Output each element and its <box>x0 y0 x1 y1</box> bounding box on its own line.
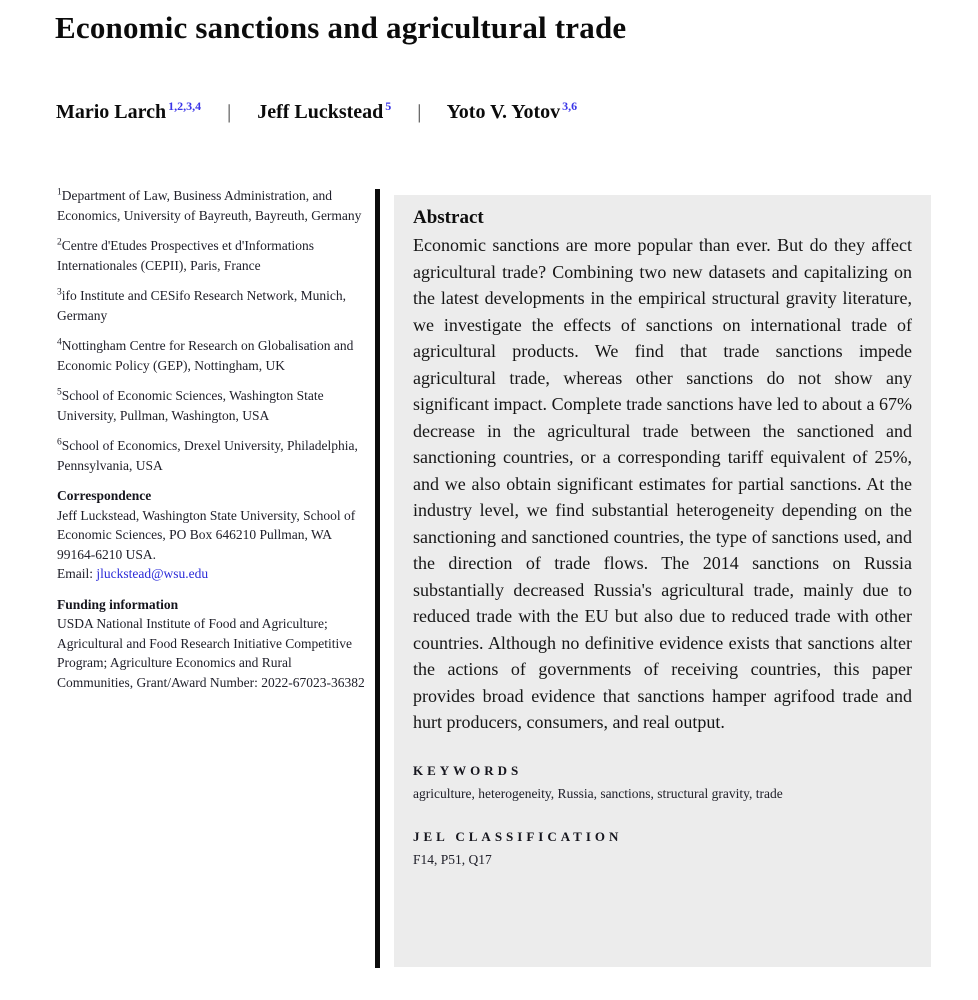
author-affiliation-sup[interactable]: 5 <box>385 99 392 113</box>
abstract-text: Economic sanctions are more popular than ever. But do they affect agricultural trade? Combining two new datasets and capitalizing on the latest developments in the empirical structural gravity literature, we investigate the effects of sanctions on international trade of agricultural products. We find that trade sanctions impede agricultural trade, whereas other sanctions do not show any significant impact. Complete trade sanctions have led to about a 67% decrease in the agricultural trade between the sanctioned and sanctioning countries, or a corresponding tariff equivalent of 25%, and we also obtain significant estimates for partial sanctions. At the industry level, we find substantial heterogeneity depending on the sanctioning and sanctioned countries, the type of sanctions used, and the direction of trade flows. The 2014 sanctions on Russia substantially decreased Russia's agricultural trade, mainly due to reduced trade with the EU but also due to reduced trade with other countries. Although no definitive evidence exists that sanctions alter the actions of governments of receiving countries, this paper provides broad evidence that sanctions hamper agrifood trade and hurt producers, consumers, and real output. <box>413 235 912 732</box>
affiliation-text: School of Economic Sciences, Washington State University, Pullman, Washington, USA <box>57 388 324 423</box>
author-2 <box>257 101 391 123</box>
abstract-panel <box>394 195 931 967</box>
author-line <box>56 99 577 124</box>
author-affiliation-sup[interactable]: 1,2,3,4 <box>168 99 202 113</box>
page-title: Economic sanctions and agricultural trade <box>55 10 627 45</box>
author-1 <box>56 101 201 123</box>
correspondence-heading: Correspondence <box>57 488 152 503</box>
email-link[interactable]: jluckstead@wsu.edu <box>96 566 209 581</box>
jel-classification-heading: JEL CLASSIFICATION <box>413 828 623 844</box>
affiliation-3 <box>57 286 367 325</box>
author-separator: | <box>227 100 232 123</box>
affiliation-sup: 2 <box>57 237 62 248</box>
author-3 <box>447 101 578 123</box>
author-affiliation-sup[interactable]: 3,6 <box>562 99 578 113</box>
affiliation-sup: 5 <box>57 387 62 398</box>
affiliation-sup: 4 <box>57 337 62 348</box>
affiliation-text: Department of Law, Business Administration, and Economics, University of Bayreuth, Bayreuth, Germany <box>57 188 362 223</box>
keywords-heading: KEYWORDS <box>413 762 523 778</box>
affiliation-text: School of Economics, Drexel University, Philadelphia, Pennsylvania, USA <box>57 438 358 473</box>
author-separator: | <box>417 100 422 123</box>
affiliation-text: Nottingham Centre for Research on Globalisation and Economic Policy (GEP), Nottingham, UK <box>57 338 354 373</box>
affiliation-4 <box>57 336 367 375</box>
affiliation-sup: 3 <box>57 287 62 298</box>
affiliation-2 <box>57 236 367 275</box>
correspondence-text: Jeff Luckstead, Washington State University, School of Economic Sciences, PO Box 646210 Pullman, WA 99164-6210 USA. <box>57 507 356 562</box>
funding-text: USDA National Institute of Food and Agriculture; Agricultural and Food Research Initiative Competitive Program; Agriculture Economics and Rural Communities, Grant/Award Number: 2022-67023-36382 <box>57 616 365 690</box>
author-name: Jeff Luckstead <box>257 100 384 123</box>
author-name: Yoto V. Yotov <box>446 100 561 123</box>
correspondence-block <box>57 506 367 584</box>
affiliation-6 <box>57 436 367 475</box>
author-name: Mario Larch <box>56 100 167 123</box>
email-label: Email: <box>57 566 93 581</box>
affiliation-sup: 1 <box>57 187 62 198</box>
funding-heading: Funding information <box>57 596 179 612</box>
vertical-divider-rule <box>375 189 380 968</box>
affiliation-5 <box>57 386 367 425</box>
affiliation-sup: 6 <box>57 437 62 448</box>
affiliation-text: Centre d'Etudes Prospectives et d'Informations Internationales (CEPII), Paris, France <box>57 238 315 273</box>
affiliation-1 <box>57 186 367 225</box>
left-column <box>57 186 367 703</box>
affiliation-text: ifo Institute and CESifo Research Network, Munich, Germany <box>57 288 346 323</box>
abstract-heading: Abstract <box>413 207 484 228</box>
jel-classification-text: F14, P51, Q17 <box>413 851 492 867</box>
keywords-text: agriculture, heterogeneity, Russia, sanctions, structural gravity, trade <box>413 785 783 801</box>
